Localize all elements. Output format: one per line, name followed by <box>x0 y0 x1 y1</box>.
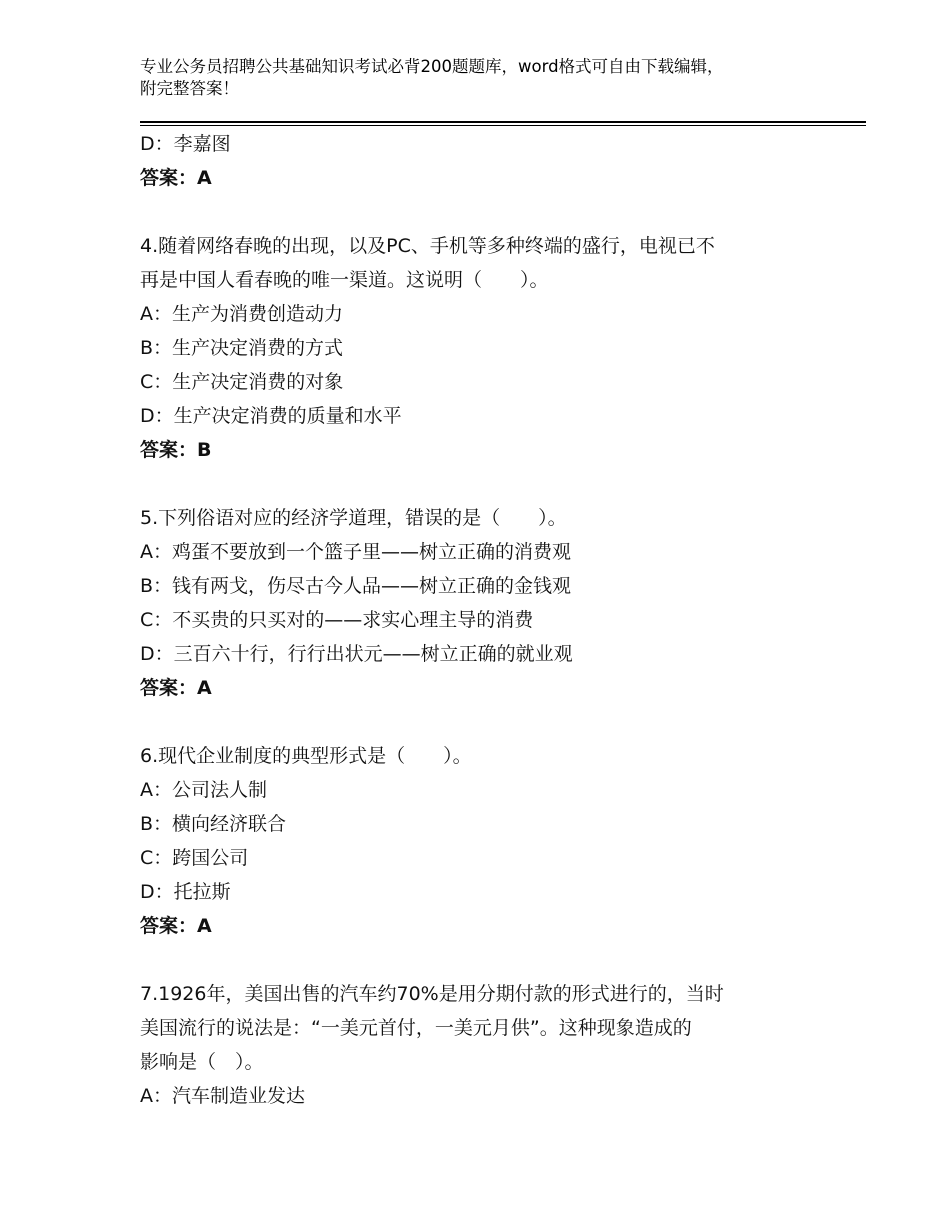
answer: 答案：A <box>140 677 212 699</box>
answer: 答案：B <box>140 439 212 461</box>
document-body <box>140 127 820 1113</box>
question-5 <box>140 501 820 705</box>
header-line-1: 专业公务员招聘公共基础知识考试必背200题题库，word格式可自由下载编辑， <box>140 57 724 76</box>
header-divider-thick <box>140 121 866 123</box>
option-a: A：生产为消费创造动力 <box>140 303 343 325</box>
question-stem: 影响是（ ）。 <box>140 1051 264 1073</box>
option-d: D：三百六十行，行行出状元——树立正确的就业观 <box>140 643 573 665</box>
question-stem: 4.随着网络春晚的出现，以及PC、手机等多种终端的盛行，电视已不 <box>140 235 715 257</box>
answer: 答案：A <box>140 915 212 937</box>
question-stem: 美国流行的说法是：“一美元首付，一美元月供”。这种现象造成的 <box>140 1017 692 1039</box>
question-stem: 5.下列俗语对应的经济学道理，错误的是（ ）。 <box>140 507 567 529</box>
question-stem: 6.现代企业制度的典型形式是（ ）。 <box>140 745 472 767</box>
option-d: D：托拉斯 <box>140 881 231 903</box>
header-divider-thin <box>140 125 866 126</box>
option-c: C：跨国公司 <box>140 847 249 869</box>
header-line-2: 附完整答案！ <box>140 79 239 98</box>
option-a: A：鸡蛋不要放到一个篮子里——树立正确的消费观 <box>140 541 571 563</box>
option-b: B：生产决定消费的方式 <box>140 337 344 359</box>
option-b: B：横向经济联合 <box>140 813 287 835</box>
page-header <box>140 56 870 100</box>
option-d: D：生产决定消费的质量和水平 <box>140 405 402 427</box>
question-stem: 再是中国人看春晚的唯一渠道。这说明（ ）。 <box>140 269 549 291</box>
question-6 <box>140 739 820 943</box>
option-a: A：公司法人制 <box>140 779 267 801</box>
question-7 <box>140 977 820 1113</box>
question-stem: 7.1926年，美国出售的汽车约70%是用分期付款的形式进行的，当时 <box>140 983 724 1005</box>
option-a: A：汽车制造业发达 <box>140 1085 305 1107</box>
question-4 <box>140 229 820 467</box>
answer: 答案：A <box>140 167 212 189</box>
option-c: C：生产决定消费的对象 <box>140 371 344 393</box>
option-d: D：李嘉图 <box>140 133 231 155</box>
option-b: B：钱有两戈，伤尽古今人品——树立正确的金钱观 <box>140 575 572 597</box>
option-c: C：不买贵的只买对的——求实心理主导的消费 <box>140 609 534 631</box>
